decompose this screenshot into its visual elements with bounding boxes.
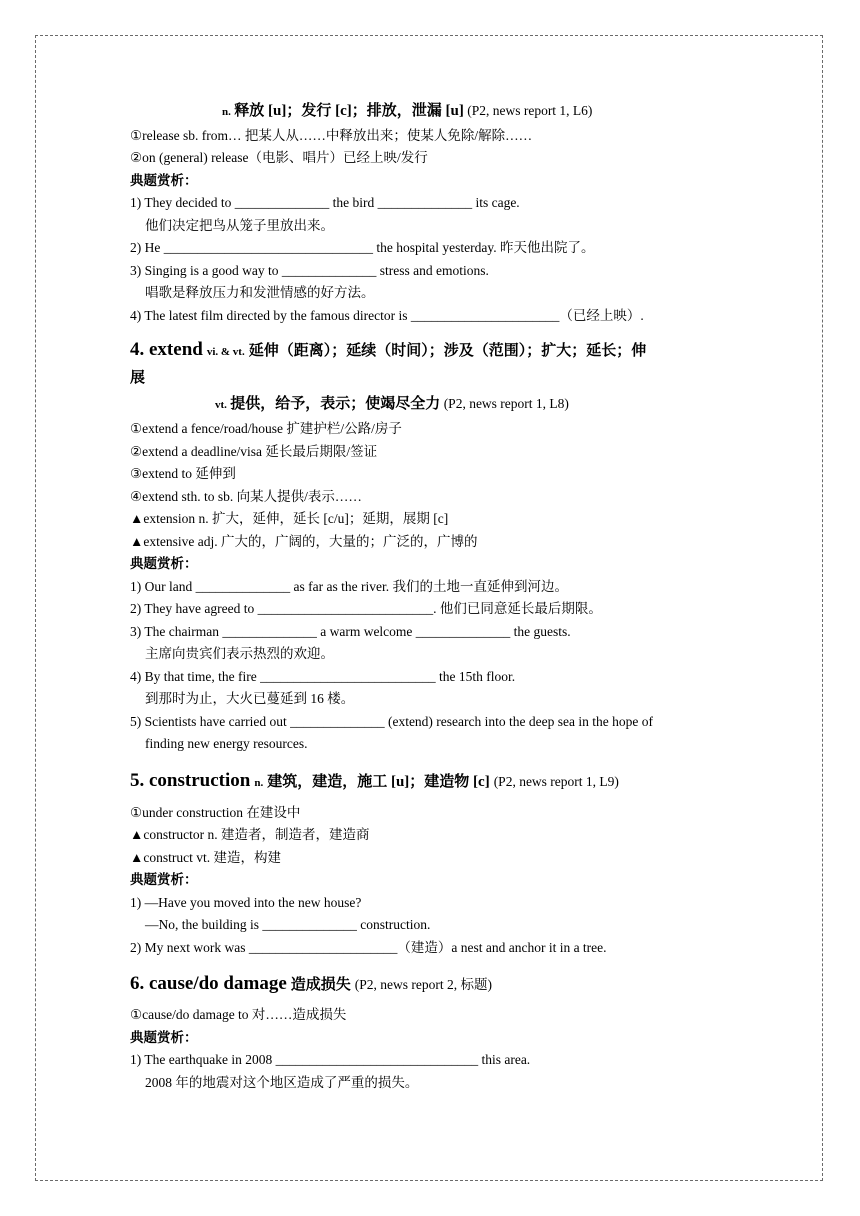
definition-cont: 展 [130,370,146,386]
source-ref: (P2, news report 1, L9) [493,773,619,789]
extend-heading [130,333,735,369]
definition: 造成损失 [290,977,351,993]
entry-title: 6. cause/do damage [130,973,287,994]
example-line: 1) —Have you moved into the new house? [130,894,362,910]
example-line: 4) By that time, the fire __________________________ the 15th floor. [130,668,516,684]
phrase-item: ①under construction 在建设中 [130,804,301,820]
definition: 提供，给予，表示；使竭尽全力 [230,396,441,412]
example-translation: 2008 年的地震对这个地区造成了严重的损失。 [145,1074,419,1090]
definition: 建筑，建造，施工 [u]；建造物 [c] [267,773,490,790]
example-line: 5) Scientists have carried out ______________ (extend) research into the deep sea in the hope of [130,713,653,729]
example-line: 2) They have agreed to __________________________. 他们已同意延长最后期限。 [130,601,602,616]
example-translation: 到那时为止，大火已蔓延到 16 楼。 [145,691,355,706]
example-line: 1) Our land ______________ as far as the river. 我们的土地一直延伸到河边。 [130,578,568,594]
derivative-item: ▲constructor n. 建造者，制造者，建造商 [130,827,370,842]
phrase-item: ②on (general) release（电影、唱片）已经上映/发行 [130,150,428,165]
damage-heading [130,967,735,1002]
phrase-item: ①extend a fence/road/house 扩建护栏/公路/房子 [130,421,402,436]
source-ref: (P2, news report 1, L6) [467,103,593,118]
document-body [130,100,735,1094]
definition: 延伸（距离）；延续（时间）；涉及（范围）；扩大；延长；伸 [248,343,647,359]
example-line: 1) They decided to ______________ the bird ______________ its cage. [130,195,520,210]
example-line: —No, the building is ______________ construction. [145,917,431,932]
example-line-cont: finding new energy resources. [145,736,308,751]
derivative-item: ▲extensive adj. 广大的，广阔的，大量的；广泛的，广博的 [130,533,478,549]
example-translation: 他们决定把鸟从笼子里放出来。 [145,217,334,233]
definition: 释放 [u]；发行 [c]；排放，泄漏 [u] [234,103,464,119]
example-heading: 典题赏析： [130,556,198,571]
example-translation: 主席向贵宾们表示热烈的欢迎。 [145,646,334,661]
phrase-item: ②extend a deadline/visa 延长最后期限/签证 [130,443,378,459]
phrase-item: ③extend to 延伸到 [130,466,236,481]
example-line: 3) Singing is a good way to ______________ stress and emotions. [130,262,489,278]
phrase-item: ①cause/do damage to 对……造成损失 [130,1007,347,1022]
construction-heading [130,764,735,800]
pos-label: n. [222,106,231,118]
example-line: 4) The latest film directed by the famous director is ______________________（已经上映）. [130,307,644,323]
release-noun-header [130,100,735,124]
phrase-item: ①release sb. from… 把某人从……中释放出来；使某人免除/解除…… [130,127,533,143]
entry-title: 5. construction [130,769,251,791]
entry-title: 4. extend [130,339,203,360]
example-line: 3) The chairman ______________ a warm welcome ______________ the guests. [130,623,571,639]
derivative-item: ▲extension n. 扩大，延伸，延长 [c/u]；延期，展期 [c] [130,511,449,526]
example-line: 2) My next work was ______________________（建造）a nest and anchor it in a tree. [130,939,607,955]
example-translation: 唱歌是释放压力和发泄情感的好方法。 [145,285,375,300]
example-heading: 典题赏析： [130,872,198,887]
extend-vt-header [130,391,735,418]
derivative-item: ▲construct vt. 建造，构建 [130,849,281,865]
example-line: 1) The earthquake in 2008 ______________________________ this area. [130,1052,531,1067]
example-line: 2) He _______________________________ the hospital yesterday. 昨天他出院了。 [130,240,595,255]
example-heading: 典题赏析： [130,1029,198,1045]
pos-label: vi. & vt. [206,346,245,358]
phrase-item: ④extend sth. to sb. 向某人提供/表示…… [130,488,362,504]
source-ref: (P2, news report 1, L8) [443,396,569,411]
source-ref: (P2, news report 2, 标题) [354,977,492,992]
pos-label: vt. [215,399,227,411]
pos-label: n. [254,776,264,789]
example-heading: 典题赏析： [130,172,198,188]
